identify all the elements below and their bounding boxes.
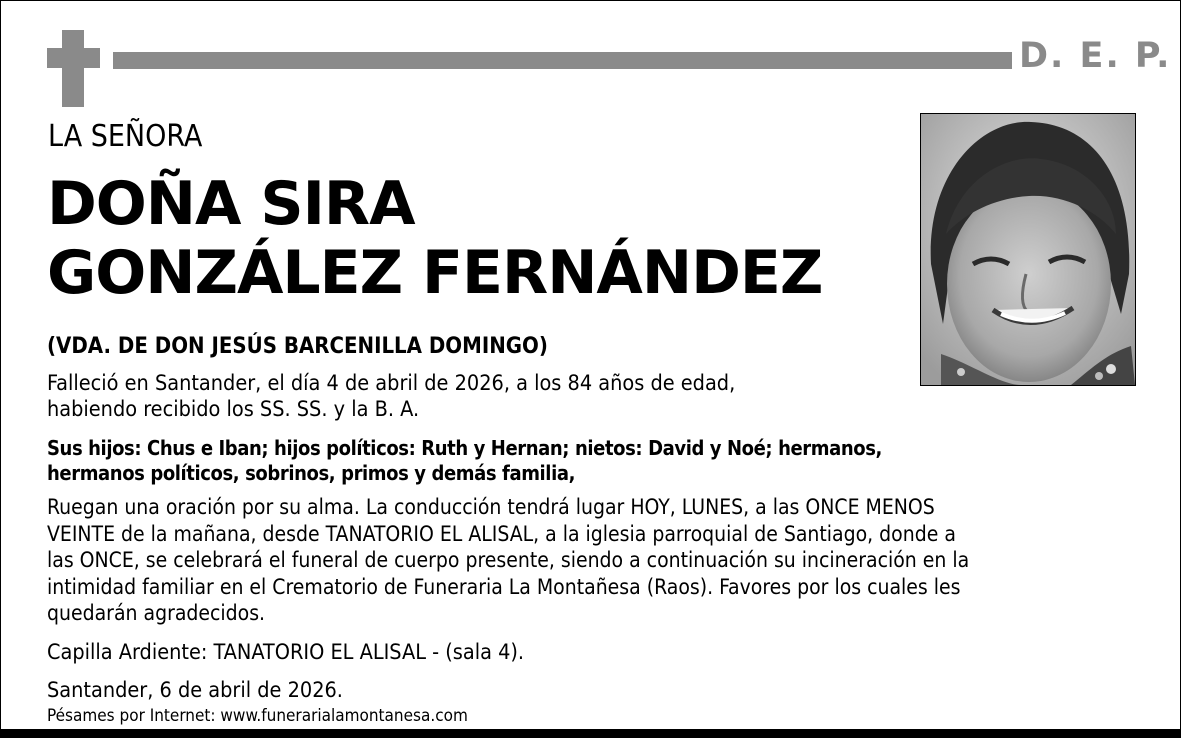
death-line-2: habiendo recibido los SS. SS. y la B. A. [47, 397, 420, 422]
bottom-border [0, 729, 1181, 738]
title-prefix: LA SEÑORA [48, 119, 203, 154]
family-paragraph [47, 436, 1157, 486]
place-date: Santander, 6 de abril de 2026. [47, 678, 343, 703]
body-line-2: VEINTE de la mañana, desde TANATORIO EL ALISAL, a la iglesia parroquial de Santiago, donde a [47, 521, 956, 546]
header-rule [113, 52, 1012, 69]
body-line-3: las ONCE, se celebrará el funeral de cuerpo presente, siendo a continuación su incineración en la [47, 548, 970, 572]
dep-label: D. E. P. [1019, 36, 1172, 76]
portrait-image [921, 114, 1135, 385]
death-line-1: Falleció en Santander, el día 4 de abril de 2026, a los 84 años de edad, [47, 371, 736, 396]
body-line-5: quedarán agradecidos. [47, 601, 266, 625]
widow-of: (VDA. DE DON JESÚS BARCENILLA DOMINGO) [47, 334, 548, 359]
chapel-info: Capilla Ardiente: TANATORIO EL ALISAL - (sala 4). [47, 640, 525, 665]
body-line-1: Ruegan una oración por su alma. La conducción tendrá lugar HOY, LUNES, a las ONCE MENOS [47, 495, 935, 519]
deceased-name [47, 170, 822, 308]
family-line-2: hermanos políticos, sobrinos, primos y demás familia, [47, 461, 575, 485]
condolences-web: Pésames por Internet: www.funerarialamontanesa.com [47, 706, 468, 726]
family-line-1: Sus hijos: Chus e Iban; hijos políticos: Ruth y Hernan; nietos: David y Noé; hermanos, [47, 436, 882, 460]
cross-icon-bar [47, 48, 100, 68]
funeral-paragraph [47, 494, 1157, 627]
name-line-1: DOÑA SIRA [47, 169, 415, 239]
portrait-photo [920, 113, 1136, 386]
name-line-2: GONZÁLEZ FERNÁNDEZ [47, 238, 823, 308]
cross-icon [62, 30, 84, 107]
body-line-4: intimidad familiar en el Crematorio de Funeraria La Montañesa (Raos). Favores por los cuales les [47, 574, 961, 599]
